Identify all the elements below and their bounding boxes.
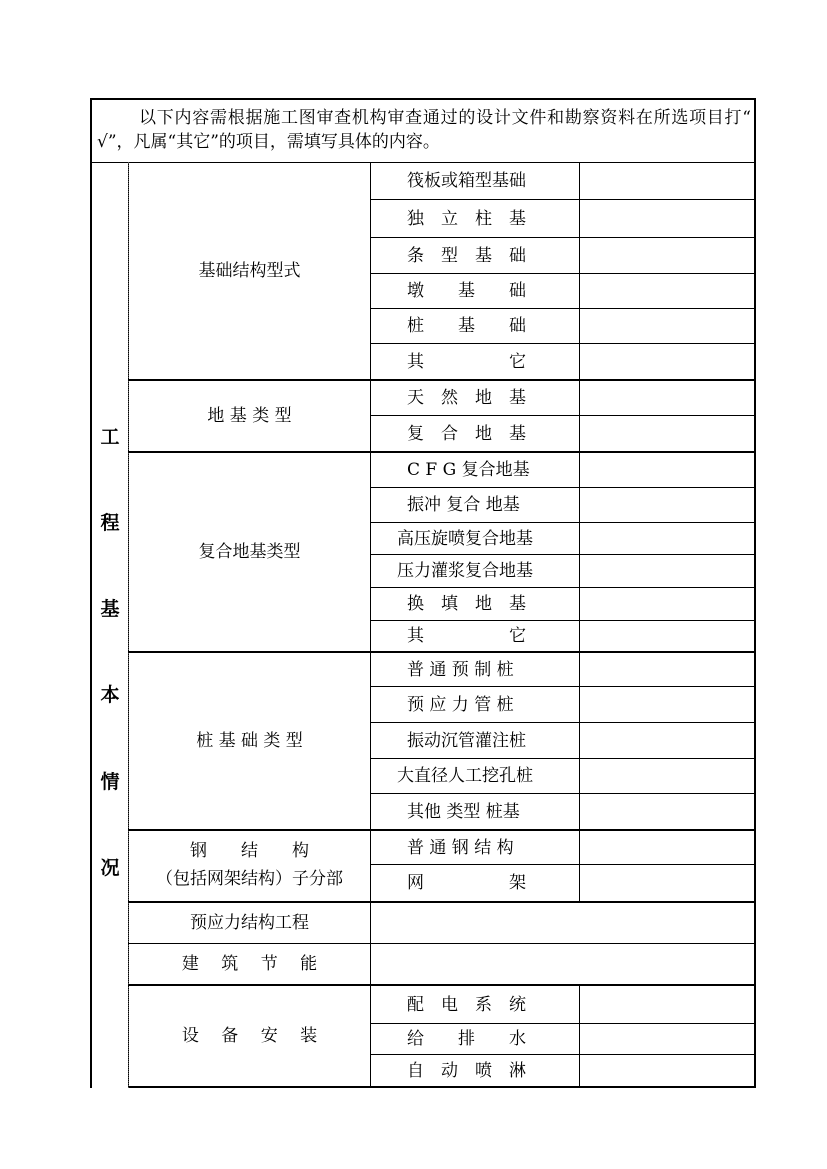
item-label: 条 型 基 础 [407,245,526,266]
item-label: 普 通 预 制 桩 [407,659,514,680]
group-label-steel-line1: 钢 结 构 [190,841,309,861]
side-title-char: 工 [100,426,120,448]
group-label-pile: 桩 基 础 类 型 [196,731,303,751]
item-label: 其 它 [407,351,526,372]
item-equipment [371,1024,579,1054]
item-label: 普 通 钢 结 构 [407,837,514,858]
item-label: 预 应 力 管 桩 [407,694,514,715]
item-composite [371,488,579,522]
item-foundation [371,238,579,273]
item-label: 天 然 地 基 [407,388,526,408]
item-label: 配 电 系 统 [407,994,526,1015]
item-label: 复 合 地 基 [407,423,526,444]
item-equipment [371,1055,579,1086]
item-steel [371,831,579,864]
item-foundation [371,344,579,379]
item-label: 给 排 水 [407,1029,526,1049]
item-label: 筏板或箱型基础 [407,171,526,191]
item-label: 墩 基 础 [407,281,526,301]
item-label: 自 动 喷 淋 [407,1060,526,1081]
table-right-border [754,98,756,1088]
item-pile [371,687,579,722]
item-composite [371,523,579,554]
item-label: 振冲 复合 地基 [407,495,520,515]
group-label-equipment: 设 备 安 装 [181,1026,318,1046]
item-label: C F G 复合地基 [407,460,530,480]
item-pile [371,653,579,686]
item-ground [371,416,579,451]
item-label: 压力灌浆复合地基 [397,561,533,581]
group-label-steel-line2: （包括网架结构）子分部 [156,869,343,889]
item-foundation [371,163,579,199]
group-label-ground: 地 基 类 型 [207,406,292,426]
item-label: 其他 类型 桩基 [407,801,520,822]
group-label-composite: 复合地基类型 [198,542,301,562]
item-steel [371,865,579,901]
item-foundation [371,309,579,343]
table-left-border [90,98,92,1088]
item-pile [371,794,579,829]
item-label: 大直径人工挖孔桩 [397,766,533,786]
item-label: 桩 基 础 [407,316,526,336]
side-title-char: 情 [100,771,120,793]
side-title-char: 本 [100,684,120,706]
group-label-prestress: 预应力结构工程 [190,913,309,933]
item-label: 其 它 [407,626,526,646]
group-label-foundation: 基础结构型式 [198,261,301,281]
table-top-border [90,98,756,100]
table-bottom-border [128,1086,756,1088]
item-label: 独 立 柱 基 [407,208,526,229]
value-column-separator-2 [579,985,580,1088]
item-pile [371,723,579,758]
item-composite [371,555,579,587]
item-equipment [371,986,579,1023]
side-title-char: 况 [100,857,120,879]
item-foundation [371,274,579,308]
item-label: 振动沉管灌注桩 [407,730,526,751]
item-label: 换 填 地 基 [407,594,526,614]
item-ground [371,381,579,415]
side-title-char: 程 [100,512,120,534]
group-label-energy: 建 筑 节 能 [181,954,318,974]
item-composite [371,588,579,620]
item-pile [371,759,579,793]
item-composite [371,453,579,487]
item-composite [371,621,579,651]
item-label: 高压旋喷复合地基 [397,528,533,549]
item-label: 网 架 [407,873,526,893]
side-title-char: 基 [100,598,120,620]
item-foundation [371,200,579,237]
intro-text: 以下内容需根据施工图审查机构审查通过的设计文件和勘察资料在所选项目打“ √”，凡属“其它”的项目，需填写具体的内容。 [97,108,751,152]
